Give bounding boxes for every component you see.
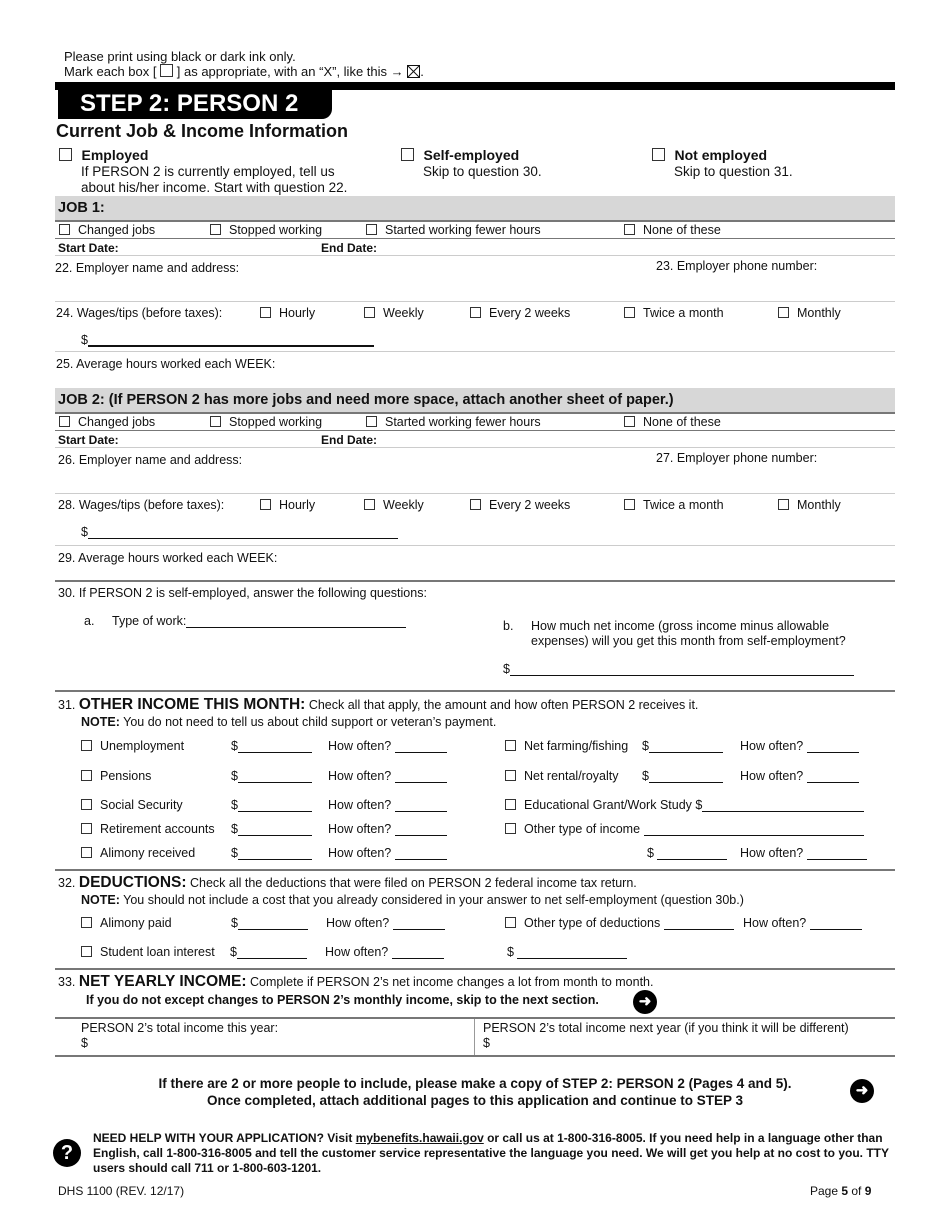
q23-employer-phone[interactable]: 23. Employer phone number: [656, 259, 818, 273]
job2-monthly-checkbox[interactable] [778, 499, 789, 510]
q29-hours[interactable]: 29. Average hours worked each WEEK: [58, 551, 278, 565]
job1-stopped-checkbox[interactable] [210, 224, 221, 235]
job2-monthly-label: Monthly [797, 498, 841, 512]
q31-farming[interactable] [505, 739, 628, 753]
q24-wages: 24. Wages/tips (before taxes): [56, 306, 223, 320]
q31-unemployment-often[interactable] [328, 739, 447, 753]
q33-divider [474, 1019, 475, 1055]
q31-unemployment-label: Unemployment [100, 739, 185, 753]
example-checked-box-icon [407, 65, 420, 78]
q32-title: DEDUCTIONS: [78, 874, 187, 891]
q32-student-amount-line[interactable] [237, 946, 307, 959]
job1-hourly-checkbox[interactable] [260, 307, 271, 318]
q32-student-loan[interactable] [81, 945, 215, 959]
job2-twice-checkbox[interactable] [624, 499, 635, 510]
q32-other-often-label: How often? [743, 916, 807, 930]
job2-freq-monthly[interactable] [778, 498, 841, 512]
q31-alimony-label: Alimony received [100, 846, 196, 860]
q31-other-often-line[interactable] [807, 847, 867, 860]
job1-none-checkbox[interactable] [624, 224, 635, 235]
job1-freq-hourly[interactable] [260, 306, 315, 320]
job2-end-date[interactable]: End Date: [321, 433, 378, 447]
self-employed-option[interactable] [401, 147, 519, 163]
job2-fewer-label: Started working fewer hours [385, 415, 541, 429]
job1-changed-label: Changed jobs [78, 223, 156, 237]
q27-employer-phone[interactable]: 27. Employer phone number: [656, 451, 818, 465]
q31-other-income-checkbox[interactable] [505, 823, 516, 834]
q32-desc: Check all the deductions that were filed on PERSON 2 federal income tax return. [190, 876, 637, 890]
job1-rule-4 [55, 301, 895, 302]
q32-alimony-paid-label: Alimony paid [100, 916, 172, 930]
job2-stopped-checkbox[interactable] [210, 416, 221, 427]
q31-social-security-often-label: How often? [328, 798, 392, 812]
q31-educational-line[interactable] [702, 799, 864, 812]
job2-opt-stopped[interactable] [210, 415, 322, 429]
q31-farming-amount-line[interactable] [649, 740, 723, 753]
q31-title: OTHER INCOME THIS MONTH: [78, 696, 306, 713]
job1-wage-field[interactable] [81, 333, 374, 347]
job2-twice-label: Twice a month [643, 498, 724, 512]
self-employed-desc: Skip to question 30. [423, 164, 542, 179]
help-text-pre: NEED HELP WITH YOUR APPLICATION? Visit [93, 1131, 356, 1145]
q31-pensions-checkbox[interactable] [81, 770, 92, 781]
job1-rule-1 [55, 220, 895, 222]
q32-student-loan-label: Student loan interest [100, 945, 215, 959]
q31-rental-often-line[interactable] [807, 770, 859, 783]
job2-rule-4 [55, 493, 895, 494]
q31-social-security-often[interactable] [328, 798, 447, 812]
q31-other-income[interactable] [505, 822, 864, 836]
q30b-text-2: expenses) will you get this month from self-employment? [531, 634, 846, 648]
q33-next-year-label: PERSON 2’s total income next year (if you think it will be different) [483, 1021, 849, 1035]
q31-alimony-often-line[interactable] [395, 847, 447, 860]
q32-other-often[interactable] [743, 916, 862, 930]
q32-alimony-dollar: $ [231, 916, 238, 930]
q30b-label: b. [503, 619, 514, 633]
q33-this-year-dollar: $ [81, 1036, 88, 1050]
job2-opt-none[interactable] [624, 415, 721, 429]
q31-unemployment-often-label: How often? [328, 739, 392, 753]
step-title-tab [58, 88, 332, 119]
q31-rental-amount[interactable] [642, 769, 723, 783]
q31-rental-amount-line[interactable] [649, 770, 723, 783]
q33-rule-bottom [55, 1055, 895, 1057]
q31-other-amount[interactable] [647, 846, 727, 860]
job1-2weeks-label: Every 2 weeks [489, 306, 571, 320]
job2-hourly-label: Hourly [279, 498, 316, 512]
q31-unemployment-dollar: $ [231, 739, 238, 753]
job1-freq-monthly[interactable] [778, 306, 841, 320]
q32-other-deductions[interactable] [505, 916, 734, 930]
job1-changed-checkbox[interactable] [59, 224, 70, 235]
q31-educational-checkbox[interactable] [505, 799, 516, 810]
help-icon: ? [53, 1139, 81, 1167]
q31-rental-checkbox[interactable] [505, 770, 516, 781]
q31-pensions-dollar: $ [231, 769, 238, 783]
q32-note [81, 893, 744, 907]
q30-rule-top [55, 580, 895, 582]
job2-changed-checkbox[interactable] [59, 416, 70, 427]
job2-rule-5 [55, 545, 895, 546]
job1-rule-5 [55, 351, 895, 352]
form-id: DHS 1100 (REV. 12/17) [58, 1184, 185, 1198]
q22-employer-name[interactable]: 22. Employer name and address: [55, 261, 240, 275]
job1-twice-checkbox[interactable] [624, 307, 635, 318]
q31-unemployment-often-line[interactable] [395, 740, 447, 753]
q32-alimony-paid-checkbox[interactable] [81, 917, 92, 928]
job2-2weeks-label: Every 2 weeks [489, 498, 571, 512]
job2-start-date[interactable]: Start Date: [58, 433, 119, 447]
page-mid: of [848, 1184, 865, 1198]
q32-student-often-label: How often? [325, 945, 389, 959]
job2-dollar: $ [81, 525, 88, 539]
instructions-line2-end: . [420, 64, 424, 79]
not-employed-option[interactable] [652, 147, 767, 163]
job2-stopped-label: Stopped working [229, 415, 323, 429]
job1-opt-none[interactable] [624, 223, 721, 237]
q31-rental-dollar: $ [642, 769, 649, 783]
q31-educational[interactable] [505, 798, 864, 812]
q33-next-year[interactable] [483, 1021, 849, 1051]
q31-note-label: NOTE: [81, 715, 120, 729]
q33-rule-mid [55, 1017, 895, 1019]
q30a-text: Type of work: [112, 614, 187, 628]
q31-retirement-often-label: How often? [328, 822, 392, 836]
q31-alimony-checkbox[interactable] [81, 847, 92, 858]
q31-pensions-often-line[interactable] [395, 770, 447, 783]
job2-none-label: None of these [643, 415, 721, 429]
not-employed-label: Not employed [674, 147, 768, 163]
q31-other-amount-line[interactable] [657, 847, 727, 860]
q31-desc: Check all that apply, the amount and how often PERSON 2 receives it. [308, 698, 699, 712]
q32-other-amount[interactable] [507, 945, 627, 959]
q31-other-income-line[interactable] [644, 823, 864, 836]
q33-this-year-label: PERSON 2’s total income this year: [81, 1021, 279, 1035]
q32-num: 32. [58, 876, 76, 890]
page-subtitle: Current Job & Income Information [56, 121, 349, 141]
q33-skip: If you do not except changes to PERSON 2’s monthly income, skip to the next section. [86, 993, 599, 1007]
page-current: 5 [841, 1184, 849, 1198]
job2-rule-1 [55, 412, 895, 414]
job2-rule-2 [55, 430, 895, 431]
q31-social-security[interactable] [81, 798, 183, 812]
q32-other-dollar: $ [507, 945, 514, 959]
q31-rental-often-label: How often? [740, 769, 804, 783]
q32-other-amount-line[interactable] [517, 946, 627, 959]
q31-unemployment-amount-line[interactable] [238, 740, 312, 753]
job1-weekly-label: Weekly [383, 306, 424, 320]
q31-pensions-often-label: How often? [328, 769, 392, 783]
job1-monthly-label: Monthly [797, 306, 841, 320]
q33-num: 33. [58, 975, 76, 989]
q31-retirement[interactable] [81, 822, 215, 836]
q31-pensions-amount-line[interactable] [238, 770, 312, 783]
q30a-field[interactable] [112, 614, 406, 628]
page-number [810, 1184, 871, 1198]
job1-2weeks-checkbox[interactable] [470, 307, 481, 318]
q31-pensions[interactable] [81, 769, 151, 783]
job2-opt-changed[interactable] [59, 415, 155, 429]
example-empty-box-icon [160, 64, 173, 77]
q32-alimony-often[interactable] [326, 916, 445, 930]
employed-desc-1: If PERSON 2 is currently employed, tell us [81, 164, 335, 179]
q30b-text-1: How much net income (gross income minus allowable [531, 619, 830, 633]
job2-header-bar [55, 388, 895, 412]
job1-wage-line[interactable] [88, 333, 374, 347]
job2-freq-hourly[interactable] [260, 498, 315, 512]
job1-freq-twice[interactable] [624, 306, 724, 320]
job1-dollar: $ [81, 333, 88, 347]
instructions [64, 49, 424, 79]
instructions-line2-pre: Mark each box [ [64, 64, 157, 79]
job2-header: JOB 2: (If PERSON 2 has more jobs and need more space, attach another sheet of paper.) [58, 392, 674, 408]
q30a-line[interactable] [186, 615, 406, 628]
help-text-post: or call us at 1-800-316-8005. If you need help in a language other than English, call 1-800-316-8005 and tell the customer service representative the language you need. We will get you help at no cost to you. TTY users should call 711 or 1-800-603-1201. [93, 1131, 889, 1175]
q31-retirement-often[interactable] [328, 822, 447, 836]
q33-heading [58, 973, 653, 991]
q32-other-often-line[interactable] [810, 917, 862, 930]
job2-wage-field[interactable] [81, 525, 398, 539]
employed-checkbox[interactable] [59, 148, 72, 161]
job1-end-date[interactable]: End Date: [321, 241, 378, 255]
q30b-field[interactable] [503, 662, 854, 676]
copy-instructions [55, 1075, 895, 1109]
employed-label: Employed [81, 147, 149, 163]
help-link[interactable]: mybenefits.hawaii.gov [355, 1131, 484, 1145]
job1-start-date[interactable]: Start Date: [58, 241, 119, 255]
q30b-dollar: $ [503, 662, 510, 676]
q28-wages: 28. Wages/tips (before taxes): [58, 498, 225, 512]
continue-arrow-icon: ➜ [850, 1079, 874, 1103]
job1-opt-fewer[interactable] [366, 223, 541, 237]
job1-fewer-checkbox[interactable] [366, 224, 377, 235]
q31-retirement-amount-line[interactable] [238, 823, 312, 836]
q31-note-text: You do not need to tell us about child support or veteran’s payment. [123, 715, 497, 729]
q31-social-security-often-line[interactable] [395, 799, 447, 812]
employed-desc [81, 164, 347, 196]
q31-note [81, 715, 496, 729]
job2-weekly-checkbox[interactable] [364, 499, 375, 510]
q31-farming-label: Net farming/fishing [524, 739, 629, 753]
q30b-line[interactable] [510, 663, 854, 676]
q31-pensions-label: Pensions [100, 769, 152, 783]
q31-rental-often[interactable] [740, 769, 859, 783]
q32-heading [58, 874, 637, 892]
q31-other-income-label: Other type of income [524, 822, 641, 836]
q31-num: 31. [58, 698, 76, 712]
q32-alimony-amount[interactable] [231, 916, 308, 930]
q31-social-security-label: Social Security [100, 798, 183, 812]
q32-alimony-often-line[interactable] [393, 917, 445, 930]
q31-farming-often[interactable] [740, 739, 859, 753]
job1-twice-label: Twice a month [643, 306, 724, 320]
q32-note-label: NOTE: [81, 893, 120, 907]
q30a-label: a. [84, 614, 95, 628]
not-employed-desc: Skip to question 31. [674, 164, 793, 179]
instructions-line2 [64, 64, 424, 79]
job1-header-bar [55, 196, 895, 220]
q33-skip-arrow-icon: ➜ [633, 990, 657, 1014]
job2-hourly-checkbox[interactable] [260, 499, 271, 510]
job2-freq-weekly[interactable] [364, 498, 424, 512]
q31-pensions-often[interactable] [328, 769, 447, 783]
q33-title: NET YEARLY INCOME: [78, 973, 247, 990]
instructions-line2-mid: ] as appropriate, with an “X”, like this → [176, 64, 404, 79]
q31-educational-label: Educational Grant/Work Study $ [524, 798, 703, 812]
page-pre: Page [810, 1184, 842, 1198]
q31-unemployment-amount[interactable] [231, 739, 312, 753]
q30-rule-bottom [55, 690, 895, 692]
q33-next-year-dollar: $ [483, 1036, 490, 1050]
page-total: 9 [864, 1184, 872, 1198]
job1-rule-3 [55, 255, 895, 256]
job2-freq-2weeks[interactable] [470, 498, 570, 512]
self-employed-label: Self-employed [423, 147, 520, 163]
q31-social-security-amount-line[interactable] [238, 799, 312, 812]
q32-other-deductions-label: Other type of deductions [524, 916, 661, 930]
q32-alimony-often-label: How often? [326, 916, 390, 930]
job2-opt-fewer[interactable] [366, 415, 541, 429]
q32-rule-bottom [55, 968, 895, 970]
job1-weekly-checkbox[interactable] [364, 307, 375, 318]
job2-none-checkbox[interactable] [624, 416, 635, 427]
q31-farming-often-label: How often? [740, 739, 804, 753]
q31-unemployment[interactable] [81, 739, 184, 753]
q32-note-text: You should not include a cost that you already considered in your answer to net self-employment (question 30b.) [123, 893, 744, 907]
q31-other-dollar: $ [647, 846, 654, 860]
q31-social-security-dollar: $ [231, 798, 238, 812]
q31-social-security-checkbox[interactable] [81, 799, 92, 810]
q25-hours[interactable]: 25. Average hours worked each WEEK: [56, 357, 276, 371]
q31-farming-often-line[interactable] [807, 740, 859, 753]
job1-monthly-checkbox[interactable] [778, 307, 789, 318]
q26-employer-name[interactable]: 26. Employer name and address: [58, 453, 243, 467]
q33-desc: Complete if PERSON 2’s net income changes a lot from month to month. [250, 975, 654, 989]
q32-alimony-amount-line[interactable] [238, 917, 308, 930]
q31-farming-dollar: $ [642, 739, 649, 753]
q31-retirement-dollar: $ [231, 822, 238, 836]
q31-other-often-label: How often? [740, 846, 804, 860]
step-title: STEP 2: PERSON 2 [80, 90, 299, 117]
job1-freq-2weeks[interactable] [470, 306, 570, 320]
copy-instructions-1: If there are 2 or more people to include, please make a copy of STEP 2: PERSON 2 (Pages 4 and 5). [158, 1076, 792, 1091]
q30-text: 30. If PERSON 2 is self-employed, answer the following questions: [58, 586, 427, 600]
employed-option[interactable] [59, 147, 148, 163]
copy-instructions-2: Once completed, attach additional pages to this application and continue to STEP 3 [206, 1093, 744, 1108]
job2-rule-3 [55, 447, 895, 448]
q32-student-often-line[interactable] [392, 946, 444, 959]
job1-opt-stopped[interactable] [210, 223, 322, 237]
job1-freq-weekly[interactable] [364, 306, 424, 320]
q31-heading [58, 696, 698, 714]
q31-social-security-amount[interactable] [231, 798, 312, 812]
q31-rental[interactable] [505, 769, 618, 783]
q31-other-often[interactable] [740, 846, 867, 860]
q31-rule-bottom [55, 869, 895, 871]
q32-student-amount[interactable] [230, 945, 307, 959]
q31-rental-label: Net rental/royalty [524, 769, 619, 783]
job2-wage-line[interactable] [88, 526, 398, 539]
q31-retirement-amount[interactable] [231, 822, 312, 836]
job1-hourly-label: Hourly [279, 306, 316, 320]
q31-pensions-amount[interactable] [231, 769, 312, 783]
job2-fewer-checkbox[interactable] [366, 416, 377, 427]
instructions-line1: Please print using black or dark ink only. [64, 49, 296, 64]
q31-farming-amount[interactable] [642, 739, 723, 753]
job1-header: JOB 1: [58, 200, 105, 216]
job2-2weeks-checkbox[interactable] [470, 499, 481, 510]
q32-student-dollar: $ [230, 945, 237, 959]
q31-unemployment-checkbox[interactable] [81, 740, 92, 751]
job1-none-label: None of these [643, 223, 721, 237]
q31-retirement-often-line[interactable] [395, 823, 447, 836]
job1-fewer-label: Started working fewer hours [385, 223, 541, 237]
q32-other-deductions-line[interactable] [664, 917, 734, 930]
job1-rule-2 [55, 238, 895, 239]
q31-alimony[interactable] [81, 846, 195, 860]
job1-stopped-label: Stopped working [229, 223, 323, 237]
q31-farming-checkbox[interactable] [505, 740, 516, 751]
not-employed-checkbox[interactable] [652, 148, 665, 161]
job2-changed-label: Changed jobs [78, 415, 156, 429]
q31-alimony-amount[interactable] [231, 846, 312, 860]
q31-alimony-dollar: $ [231, 846, 238, 860]
q31-retirement-checkbox[interactable] [81, 823, 92, 834]
q31-alimony-amount-line[interactable] [238, 847, 312, 860]
job2-weekly-label: Weekly [383, 498, 424, 512]
job1-opt-changed[interactable] [59, 223, 155, 237]
q33-this-year[interactable] [81, 1021, 278, 1051]
q31-alimony-often[interactable] [328, 846, 447, 860]
self-employed-checkbox[interactable] [401, 148, 414, 161]
q30b-text [531, 619, 846, 649]
help-text [93, 1131, 893, 1176]
job2-freq-twice[interactable] [624, 498, 724, 512]
q32-student-often[interactable] [325, 945, 444, 959]
q32-alimony-paid[interactable] [81, 916, 172, 930]
q32-student-loan-checkbox[interactable] [81, 946, 92, 957]
employed-desc-2: about his/her income. Start with question 22. [81, 180, 348, 195]
q32-other-deductions-checkbox[interactable] [505, 917, 516, 928]
q31-alimony-often-label: How often? [328, 846, 392, 860]
q31-retirement-label: Retirement accounts [100, 822, 215, 836]
